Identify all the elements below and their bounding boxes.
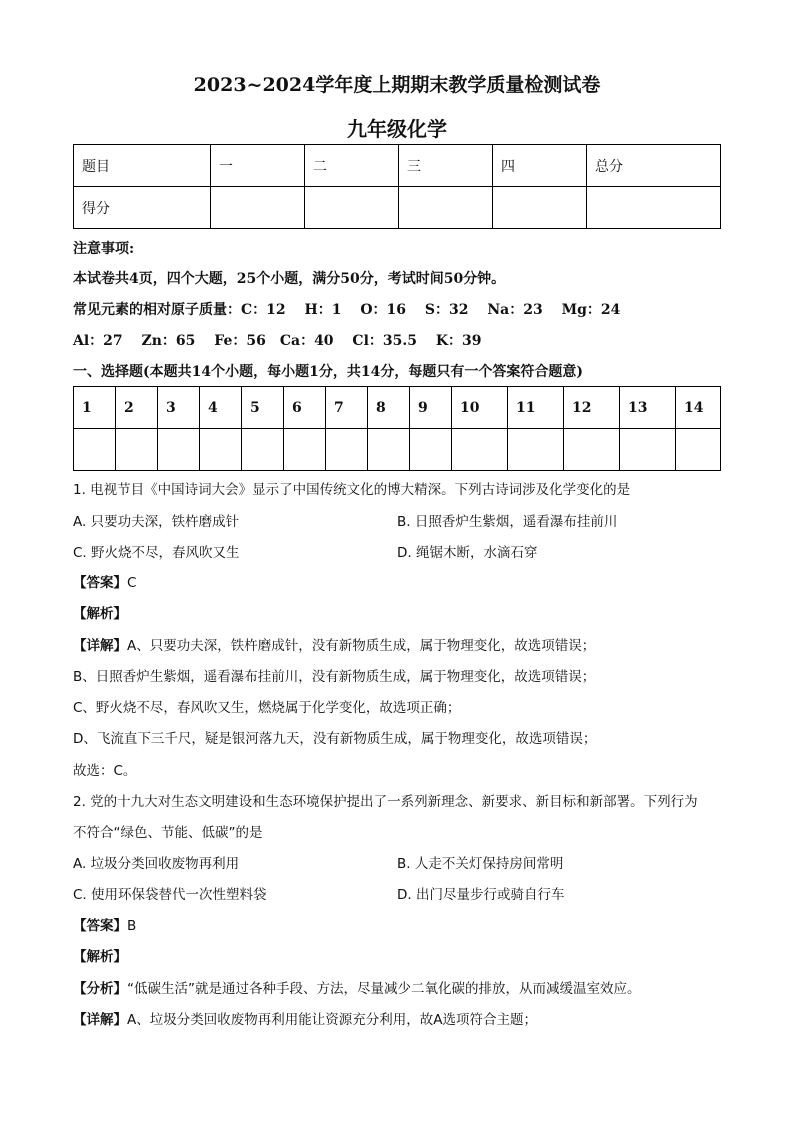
detail-line: 故选：C。	[73, 763, 137, 779]
score-header-cell: 题目	[74, 145, 211, 187]
option-c: C. 使用环保袋替代一次性塑料袋	[73, 887, 267, 903]
answer-number: 8	[368, 387, 410, 429]
answer-cell[interactable]	[508, 429, 564, 471]
answer-cell[interactable]	[620, 429, 676, 471]
answer-tag: 【答案】	[73, 918, 127, 934]
detail-line	[73, 634, 595, 654]
detail-text: A、只要功夫深，铁杵磨成针，没有新物质生成，属于物理变化，故选项错误；	[127, 638, 596, 654]
score-cell[interactable]	[587, 187, 721, 229]
score-table	[73, 144, 721, 229]
notes-line: Al：27 Zn：65 Fe：56 Ca：40 Cl：35.5 K：39	[73, 333, 482, 349]
answer-value: C	[127, 575, 137, 591]
detail-text: A、垃圾分类回收废物再利用能让资源充分利用，故A选项符合主题；	[127, 1012, 537, 1028]
option-b: B. 日照香炉生紫烟，遥看瀑布挂前川	[397, 514, 618, 530]
score-header-cell: 四	[493, 145, 587, 187]
detail-tag: 【详解】	[73, 1012, 127, 1028]
answer-number: 1	[74, 387, 116, 429]
option-a: A. 只要功夫深，铁杵磨成针	[73, 514, 240, 530]
score-cell[interactable]	[211, 187, 305, 229]
answer-number: 3	[158, 387, 200, 429]
question-stem: 1. 电视节目《中国诗词大会》显示了中国传统文化的博大精深。下列古诗词涉及化学变化的是	[73, 482, 631, 498]
score-cell[interactable]	[493, 187, 587, 229]
option-d: D. 出门尽量步行或骑自行车	[397, 887, 565, 903]
answer-cell[interactable]	[452, 429, 508, 471]
answer-blank-row	[74, 429, 721, 471]
score-header-row	[74, 145, 721, 187]
detail-line	[73, 1008, 537, 1028]
analysis-text: “低碳生活”就是通过各种手段、方法，尽量减少二氧化碳的排放，从而减缓温室效应。	[127, 981, 641, 997]
answer-number: 9	[410, 387, 452, 429]
score-row-label: 得分	[74, 187, 211, 229]
score-header-cell: 一	[211, 145, 305, 187]
analysis-tag: 【解析】	[73, 606, 127, 622]
score-row	[74, 187, 721, 229]
option-a: A. 垃圾分类回收废物再利用	[73, 856, 240, 872]
answer-tag: 【答案】	[73, 575, 127, 591]
answer-cell[interactable]	[200, 429, 242, 471]
answer-number: 13	[620, 387, 676, 429]
answer-number: 2	[116, 387, 158, 429]
answer-cell[interactable]	[284, 429, 326, 471]
answer-number: 6	[284, 387, 326, 429]
detail-line: C、野火烧不尽，春风吹又生，燃烧属于化学变化，故选项正确；	[73, 700, 461, 716]
answer-number: 10	[452, 387, 508, 429]
answer-line	[73, 914, 136, 934]
answer-number: 5	[242, 387, 284, 429]
option-b: B. 人走不关灯保持房间常明	[397, 856, 564, 872]
section-heading: 一、选择题(本题共14个小题，每小题1分，共14分，每题只有一个答案符合题意)	[73, 364, 583, 380]
answer-cell[interactable]	[410, 429, 452, 471]
answer-value: B	[127, 918, 137, 934]
notes-line: 本试卷共4页，四个大题，25个小题，满分50分，考试时间50分钟。	[73, 271, 506, 287]
answer-number: 14	[676, 387, 721, 429]
notes-line: 常见元素的相对原子质量：C：12 H：1 O：16 S：32 Na：23 Mg：24	[73, 302, 621, 318]
option-d: D. 绳锯木断，水滴石穿	[397, 545, 538, 561]
answer-line	[73, 571, 136, 591]
answer-number: 4	[200, 387, 242, 429]
answer-cell[interactable]	[74, 429, 116, 471]
answer-cell[interactable]	[116, 429, 158, 471]
question-stem: 不符合“绿色、节能、低碳”的是	[73, 825, 263, 841]
exam-title: 2023~2024学年度上期期末教学质量检测试卷	[193, 74, 601, 96]
score-header-cell: 二	[305, 145, 399, 187]
answer-cell[interactable]	[676, 429, 721, 471]
answer-cell[interactable]	[242, 429, 284, 471]
exam-subtitle: 九年级化学	[347, 117, 447, 141]
answer-number-row	[74, 387, 721, 429]
detail-tag: 【详解】	[73, 638, 127, 654]
answer-table	[73, 386, 721, 471]
detail-line: D、飞流直下三千尺，疑是银河落九天，没有新物质生成，属于物理变化，故选项错误；	[73, 731, 597, 747]
score-cell[interactable]	[305, 187, 399, 229]
analysis-sub-tag: 【分析】	[73, 981, 127, 997]
notes-heading: 注意事项:	[73, 241, 135, 257]
answer-number: 11	[508, 387, 564, 429]
option-c: C. 野火烧不尽，春风吹又生	[73, 545, 240, 561]
answer-cell[interactable]	[368, 429, 410, 471]
answer-number: 12	[564, 387, 620, 429]
answer-cell[interactable]	[158, 429, 200, 471]
score-header-cell: 三	[399, 145, 493, 187]
analysis-tag: 【解析】	[73, 949, 127, 965]
score-header-cell: 总分	[587, 145, 721, 187]
question-stem: 2. 党的十九大对生态文明建设和生态环境保护提出了一系列新理念、新要求、新目标和新部署。下列行为	[73, 794, 698, 810]
analysis-line	[73, 977, 641, 997]
score-cell[interactable]	[399, 187, 493, 229]
detail-line: B、日照香炉生紫烟，遥看瀑布挂前川，没有新物质生成，属于物理变化，故选项错误；	[73, 669, 596, 685]
answer-cell[interactable]	[564, 429, 620, 471]
answer-number: 7	[326, 387, 368, 429]
answer-cell[interactable]	[326, 429, 368, 471]
